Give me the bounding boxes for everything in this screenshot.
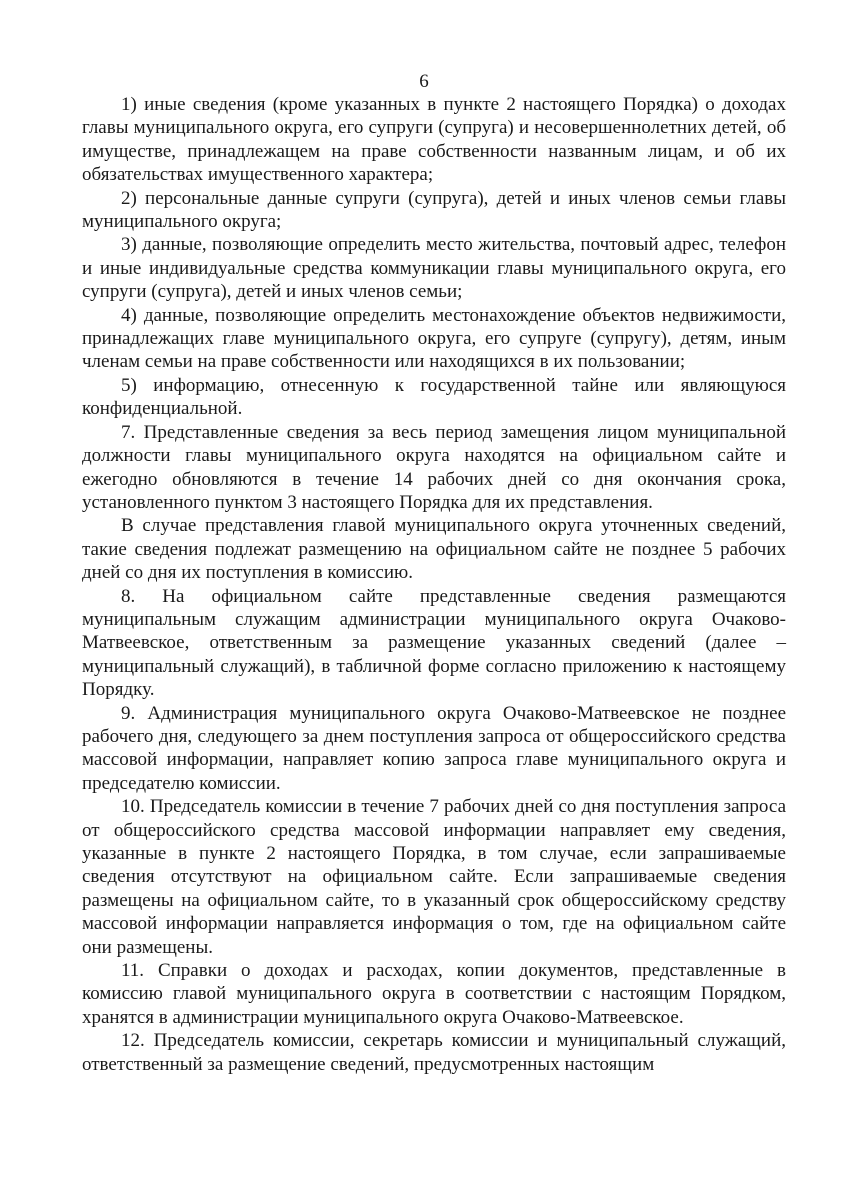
clause-10: 10. Председатель комиссии в течение 7 рабочих дней со дня поступления запроса от общероссийского средства массовой информации направляет ему сведения, указанные в пункте 2 настоящего Порядка, в том случае, если запрашиваемые сведения отсутствуют на официальном сайте. Если запрашиваемые сведения размещены на официальном сайте, то в указанный срок общероссийскому средству массовой информации направляется информация о том, где на официальном сайте они размещены. (82, 796, 786, 958)
list-item-residence-data: 3) данные, позволяющие определить место жительства, почтовый адрес, телефон и иные индивидуальные средства коммуникации главы муниципального округа, его супруги (супруга), детей и иных членов семьи; (82, 234, 786, 303)
clause-9: 9. Администрация муниципального округа Очаково-Матвеевское не позднее рабочего дня, следующего за днем поступления запроса от общероссийского средства массовой информации, направляет копию запроса главе муниципального округа и председателю комиссии. (82, 702, 786, 794)
page-number: 6 (419, 71, 429, 92)
clause-12: 12. Председатель комиссии, секретарь комиссии и муниципальный служащий, ответственный за размещение сведений, предусмотренных настоящим (82, 1030, 786, 1075)
clause-7: 7. Представленные сведения за весь период замещения лицом муниципальной должности главы муниципального округа находятся на официальном сайте и ежегодно обновляются в течение 14 рабочих дней со дня окончания срока, установленного пунктом 3 настоящего Порядка для их представления. (82, 421, 786, 513)
clause-8: 8. На официальном сайте представленные сведения размещаются муниципальным служащим администрации муниципального округа Очаково-Матвеевское, ответственным за размещение указанных сведений (далее – муниципальный служащий), в табличной форме согласно приложению к настоящему Порядку. (82, 585, 786, 701)
clause-11: 11. Справки о доходах и расходах, копии документов, представленные в комиссию главой муниципального округа в соответствии с настоящим Порядком, хранятся в администрации муниципального округа Очаково-Матвеевское. (82, 960, 786, 1028)
list-item-personal-data: 2) персональные данные супруги (супруга), детей и иных членов семьи главы муниципального округа; (82, 187, 786, 233)
list-item-property-location: 4) данные, позволяющие определить местонахождение объектов недвижимости, принадлежащих главе муниципального округа, его супруге (супругу), детям, иным членам семьи на праве собственности или находящихся в их пользовании; (82, 304, 786, 373)
list-item-other-info: 1) иные сведения (кроме указанных в пункте 2 настоящего Порядка) о доходах главы муниципального округа, его супруги (супруга) и несовершеннолетних детей, об имуществе, принадлежащем на праве собственности названным лицам, и об их обязательствах имущественного характера; (82, 94, 786, 186)
clause-7-continuation: В случае представления главой муниципального округа уточненных сведений, такие сведения подлежат размещению на официальном сайте не позднее 5 рабочих дней со дня их поступления в комиссию. (82, 515, 786, 584)
document-body (82, 93, 786, 1076)
list-item-state-secret: 5) информацию, отнесенную к государственной тайне или являющуюся конфиденциальной. (82, 374, 786, 420)
